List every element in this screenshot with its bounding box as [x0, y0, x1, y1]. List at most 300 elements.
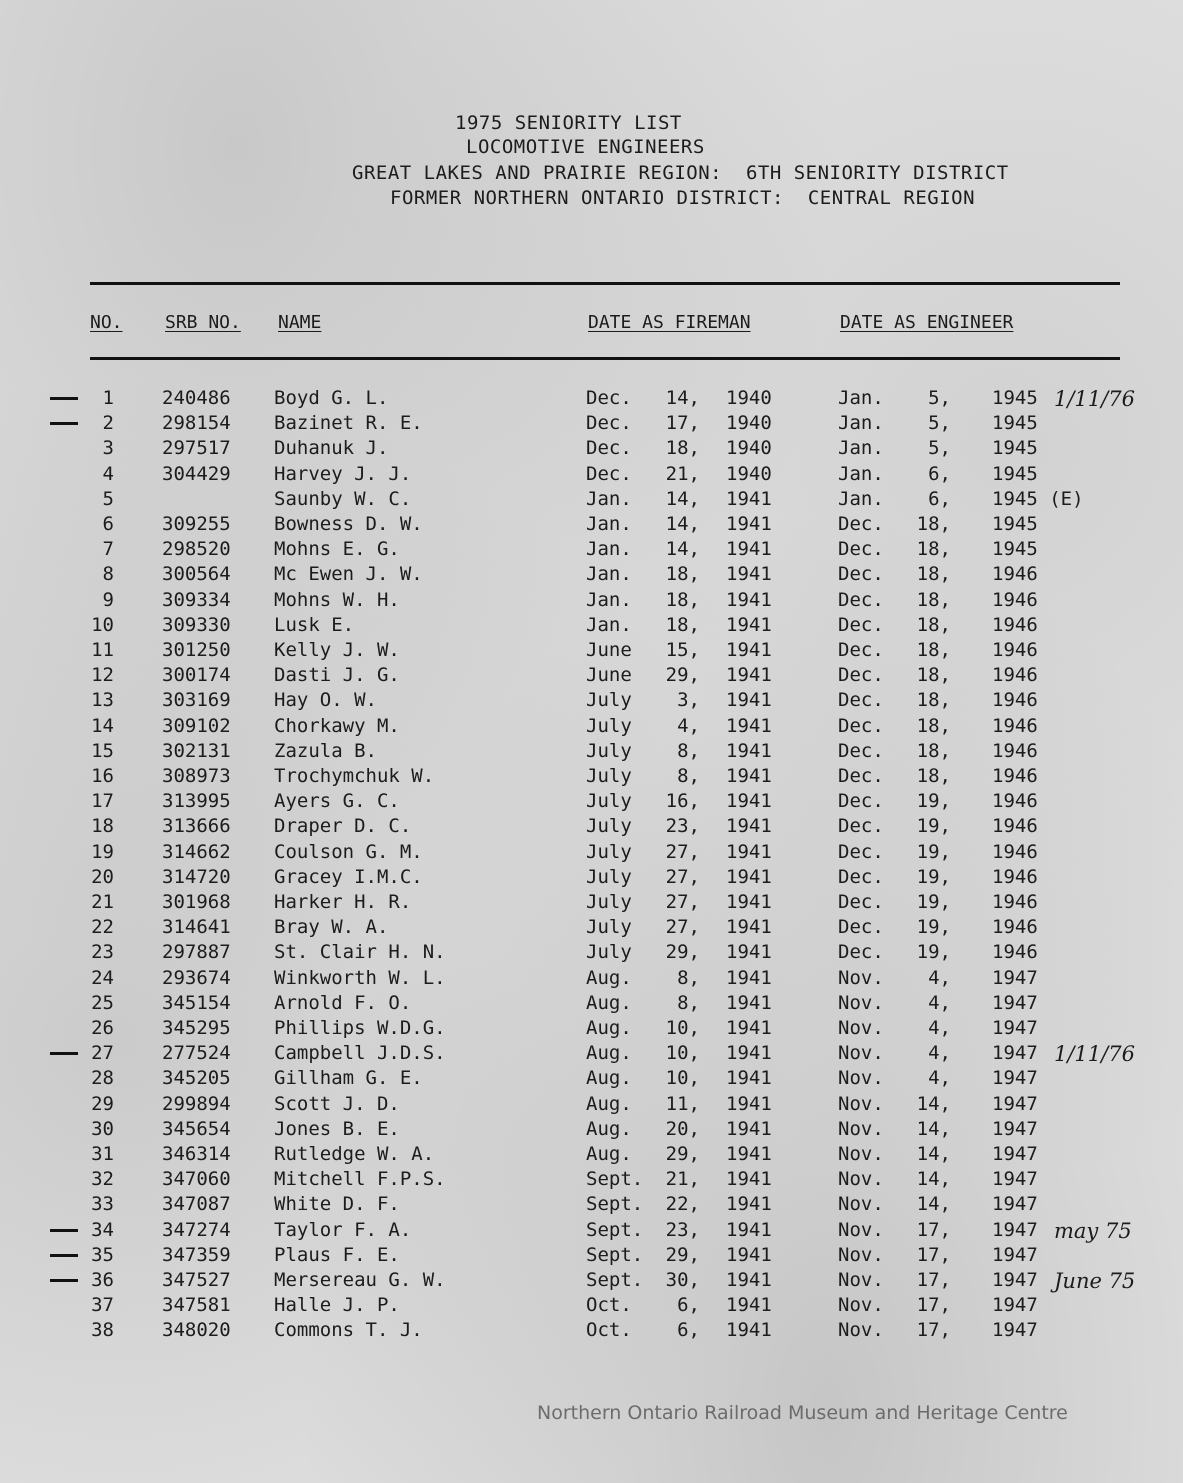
engineer-day: 17, [916, 1218, 951, 1241]
fireman-day: 27, [665, 840, 700, 863]
row-number: 36 [91, 1269, 114, 1291]
engineer-year: 1945 [992, 387, 1038, 409]
engineer-month: Nov. [838, 1168, 884, 1191]
srb-number: 345295 [162, 1017, 231, 1039]
srb-number: 313995 [162, 790, 231, 813]
fireman-day: 15, [665, 639, 700, 661]
row-number: 5 [102, 487, 114, 510]
handwritten-note: may 75 [1054, 1218, 1132, 1243]
srb-number: 313666 [162, 815, 231, 838]
top-rule [90, 282, 1120, 285]
table-row [0, 1244, 1183, 1269]
table-row [0, 538, 1183, 563]
engineer-month: Nov. [838, 1092, 884, 1115]
table-row [0, 513, 1183, 538]
engineer-year: 1947 [992, 1243, 1038, 1266]
engineer-year: 1946 [992, 840, 1038, 863]
engineer-year: 1946 [992, 916, 1038, 939]
srb-number: 314662 [162, 840, 231, 863]
row-number: 38 [91, 1319, 114, 1342]
fireman-day: 23, [665, 1218, 700, 1241]
fireman-year: 1941 [726, 1269, 772, 1291]
engineer-month: Nov. [838, 1269, 884, 1291]
engineer-month: Nov. [838, 1017, 884, 1039]
fireman-year: 1941 [726, 966, 772, 989]
table-row [0, 765, 1183, 790]
fireman-month: July [586, 765, 632, 787]
table-row [0, 664, 1183, 689]
engineer-year: 1946 [992, 588, 1038, 611]
row-number: 13 [91, 689, 114, 712]
fireman-month: Jan. [586, 513, 632, 535]
engineer-day: 17, [916, 1269, 951, 1291]
table-row [0, 1017, 1183, 1042]
table-row [0, 866, 1183, 891]
engineer-month: Nov. [838, 1042, 884, 1065]
engineer-year: 1946 [992, 739, 1038, 762]
fireman-day: 3, [677, 689, 700, 712]
table-row [0, 916, 1183, 941]
employee-name: Chorkawy M. [274, 714, 400, 737]
engineer-month: Dec. [838, 790, 884, 813]
engineer-month: Nov. [838, 966, 884, 989]
srb-number: 298154 [162, 412, 231, 435]
row-number: 34 [91, 1218, 114, 1241]
engineer-day: 4, [928, 1067, 951, 1090]
row-number: 25 [91, 991, 114, 1014]
engineer-year: 1947 [992, 1294, 1038, 1317]
engineer-day: 18, [916, 538, 951, 561]
row-number: 22 [91, 916, 114, 939]
engineer-year: 1947 [992, 1143, 1038, 1165]
srb-number: 277524 [162, 1042, 231, 1065]
fireman-year: 1940 [726, 437, 772, 460]
fireman-month: Aug. [586, 1143, 632, 1165]
engineer-month: Jan. [838, 412, 884, 435]
engineer-month: Nov. [838, 1294, 884, 1317]
fireman-year: 1941 [726, 1294, 772, 1317]
engineer-year: 1947 [992, 1042, 1038, 1065]
engineer-day: 18, [916, 689, 951, 712]
engineer-month: Nov. [838, 1067, 884, 1090]
fireman-month: Aug. [586, 1017, 632, 1039]
engineer-day: 19, [916, 815, 951, 838]
srb-number: 345654 [162, 1117, 231, 1140]
employee-name: Scott J. D. [274, 1092, 400, 1115]
srb-number: 240486 [162, 387, 231, 409]
fireman-day: 8, [677, 991, 700, 1014]
employee-name: Saunby W. C. [274, 487, 412, 510]
employee-name: Arnold F. O. [274, 991, 412, 1014]
engineer-month: Nov. [838, 1143, 884, 1165]
fireman-month: Jan. [586, 538, 632, 561]
fireman-year: 1940 [726, 462, 772, 485]
fireman-year: 1941 [726, 1042, 772, 1065]
fireman-month: Dec. [586, 387, 632, 409]
employee-name: Bazinet R. E. [274, 412, 423, 435]
table-row [0, 1269, 1183, 1294]
fireman-year: 1941 [726, 613, 772, 636]
srb-number: 308973 [162, 765, 231, 787]
row-number: 12 [91, 664, 114, 687]
row-number: 14 [91, 714, 114, 737]
fireman-year: 1941 [726, 1193, 772, 1216]
row-number: 37 [91, 1294, 114, 1317]
srb-number: 347060 [162, 1168, 231, 1191]
table-row [0, 563, 1183, 588]
fireman-month: July [586, 891, 632, 913]
fireman-day: 11, [665, 1092, 700, 1115]
employee-name: Mitchell F.P.S. [274, 1168, 446, 1191]
fireman-month: July [586, 865, 632, 888]
engineer-day: 4, [928, 1042, 951, 1065]
header-name: NAME [278, 312, 322, 333]
engineer-month: Dec. [838, 513, 884, 535]
engineer-year: 1947 [992, 1218, 1038, 1241]
employee-name: Coulson G. M. [274, 840, 423, 863]
employee-name: Hay O. W. [274, 689, 377, 712]
engineer-day: 19, [916, 865, 951, 888]
engineer-year: 1946 [992, 664, 1038, 687]
engineer-year: 1947 [992, 1168, 1038, 1191]
engineer-day: 18, [916, 613, 951, 636]
fireman-day: 29, [665, 1243, 700, 1266]
row-number: 7 [102, 538, 114, 561]
fireman-year: 1941 [726, 991, 772, 1014]
fireman-day: 14, [665, 513, 700, 535]
srb-number: 309102 [162, 714, 231, 737]
table-row [0, 841, 1183, 866]
employee-name: Commons T. J. [274, 1319, 423, 1342]
table-row [0, 992, 1183, 1017]
engineer-year: 1946 [992, 765, 1038, 787]
engineer-year: 1947 [992, 991, 1038, 1014]
row-number: 33 [91, 1193, 114, 1216]
srb-number: 348020 [162, 1319, 231, 1342]
table-row [0, 488, 1183, 513]
fireman-day: 14, [665, 538, 700, 561]
fireman-month: Dec. [586, 462, 632, 485]
srb-number: 302131 [162, 739, 231, 762]
fireman-month: Jan. [586, 588, 632, 611]
table-row [0, 740, 1183, 765]
fireman-day: 8, [677, 966, 700, 989]
fireman-year: 1941 [726, 1067, 772, 1090]
row-number: 28 [91, 1067, 114, 1090]
engineer-month: Dec. [838, 739, 884, 762]
table-row [0, 790, 1183, 815]
engineer-day: 19, [916, 891, 951, 913]
engineer-year: 1945 [992, 538, 1038, 561]
fireman-day: 4, [677, 714, 700, 737]
engineer-month: Nov. [838, 991, 884, 1014]
row-number: 21 [91, 891, 114, 913]
engineer-day: 4, [928, 1017, 951, 1039]
table-row [0, 967, 1183, 992]
engineer-day: 18, [916, 513, 951, 535]
row-number: 16 [91, 765, 114, 787]
engineer-month: Dec. [838, 865, 884, 888]
table-row [0, 1219, 1183, 1244]
engineer-day: 18, [916, 739, 951, 762]
srb-number: 314720 [162, 865, 231, 888]
table-row [0, 1042, 1183, 1067]
row-number: 32 [91, 1168, 114, 1191]
employee-name: Mersereau G. W. [274, 1269, 446, 1291]
fireman-month: Dec. [586, 412, 632, 435]
table-row [0, 1168, 1183, 1193]
row-number: 23 [91, 941, 114, 964]
engineer-year: 1947 [992, 1017, 1038, 1039]
fireman-year: 1941 [726, 865, 772, 888]
employee-name: Gillham G. E. [274, 1067, 423, 1090]
employee-name: Mohns W. H. [274, 588, 400, 611]
engineer-day: 5, [928, 387, 951, 409]
fireman-month: July [586, 790, 632, 813]
fireman-month: July [586, 840, 632, 863]
engineer-year: 1947 [992, 1117, 1038, 1140]
row-number: 18 [91, 815, 114, 838]
header-no: NO. [90, 312, 123, 333]
engineer-day: 18, [916, 639, 951, 661]
fireman-month: Aug. [586, 1117, 632, 1140]
employee-name: White D. F. [274, 1193, 400, 1216]
fireman-day: 18, [665, 588, 700, 611]
engineer-year: 1945 [992, 412, 1038, 435]
engineer-day: 18, [916, 563, 951, 586]
engineer-month: Nov. [838, 1193, 884, 1216]
fireman-day: 29, [665, 941, 700, 964]
engineer-year: 1947 [992, 1269, 1038, 1291]
row-number: 10 [91, 613, 114, 636]
engineer-year: 1945 [992, 513, 1038, 535]
row-number: 17 [91, 790, 114, 813]
employee-name: Plaus F. E. [274, 1243, 400, 1266]
fireman-month: Aug. [586, 991, 632, 1014]
table-row [0, 463, 1183, 488]
fireman-day: 17, [665, 412, 700, 435]
srb-number: 309334 [162, 588, 231, 611]
fireman-month: Sept. [586, 1168, 644, 1191]
table-row [0, 689, 1183, 714]
header-srb-no: SRB NO. [165, 312, 241, 333]
srb-number: 301250 [162, 639, 231, 661]
engineer-month: Dec. [838, 815, 884, 838]
fireman-day: 18, [665, 437, 700, 460]
fireman-day: 10, [665, 1017, 700, 1039]
srb-number: 297517 [162, 437, 231, 460]
engineer-day: 4, [928, 991, 951, 1014]
fireman-day: 18, [665, 563, 700, 586]
fireman-month: July [586, 739, 632, 762]
fireman-day: 14, [665, 387, 700, 409]
table-row [0, 1093, 1183, 1118]
fireman-day: 22, [665, 1193, 700, 1216]
srb-number: 309255 [162, 513, 231, 535]
table-row [0, 941, 1183, 966]
engineer-day: 5, [928, 412, 951, 435]
srb-number: 300174 [162, 664, 231, 687]
engineer-year: 1946 [992, 865, 1038, 888]
row-number: 30 [91, 1117, 114, 1140]
fireman-day: 27, [665, 916, 700, 939]
engineer-month: Dec. [838, 941, 884, 964]
table-row [0, 715, 1183, 740]
fireman-day: 8, [677, 739, 700, 762]
engineer-month: Dec. [838, 689, 884, 712]
engineer-month: Dec. [838, 714, 884, 737]
table-row [0, 614, 1183, 639]
employee-name: Ayers G. C. [274, 790, 400, 813]
row-number: 27 [91, 1042, 114, 1065]
fireman-month: Aug. [586, 1067, 632, 1090]
employee-name: Zazula B. [274, 739, 377, 762]
fireman-month: Dec. [586, 437, 632, 460]
header-rule [90, 357, 1120, 360]
fireman-year: 1941 [726, 714, 772, 737]
fireman-year: 1940 [726, 412, 772, 435]
srb-number: 293674 [162, 966, 231, 989]
srb-number: 347359 [162, 1243, 231, 1266]
row-number: 15 [91, 739, 114, 762]
employee-name: Harvey J. J. [274, 462, 412, 485]
fireman-month: Sept. [586, 1193, 644, 1216]
engineer-day: 4, [928, 966, 951, 989]
employee-name: Kelly J. W. [274, 639, 400, 661]
fireman-year: 1941 [726, 487, 772, 510]
engineer-month: Dec. [838, 916, 884, 939]
fireman-year: 1941 [726, 840, 772, 863]
engineer-day: 18, [916, 588, 951, 611]
table-row [0, 1193, 1183, 1218]
fireman-month: June [586, 639, 632, 661]
header-date-as-fireman: DATE AS FIREMAN [588, 312, 751, 333]
employee-name: Duhanuk J. [274, 437, 389, 460]
fireman-year: 1941 [726, 689, 772, 712]
engineer-year: 1945 [992, 437, 1038, 460]
row-number: 3 [102, 437, 114, 460]
employee-name: Harker H. R. [274, 891, 412, 913]
employee-name: Boyd G. L. [274, 387, 389, 409]
srb-number: 345205 [162, 1067, 231, 1090]
table-row [0, 1294, 1183, 1319]
engineer-day: 6, [928, 462, 951, 485]
fireman-day: 29, [665, 1143, 700, 1165]
srb-number: 298520 [162, 538, 231, 561]
table-row [0, 639, 1183, 664]
srb-number: 303169 [162, 689, 231, 712]
engineer-month: Nov. [838, 1243, 884, 1266]
engineer-day: 19, [916, 941, 951, 964]
engineer-day: 18, [916, 714, 951, 737]
engineer-month: Nov. [838, 1218, 884, 1241]
engineer-year: 1946 [992, 563, 1038, 586]
engineer-month: Dec. [838, 639, 884, 661]
fireman-year: 1941 [726, 538, 772, 561]
employee-name: St. Clair H. N. [274, 941, 446, 964]
srb-number: 347087 [162, 1193, 231, 1216]
fireman-month: Oct. [586, 1294, 632, 1317]
engineer-day: 17, [916, 1243, 951, 1266]
row-number: 8 [102, 563, 114, 586]
fireman-year: 1941 [726, 815, 772, 838]
fireman-year: 1941 [726, 739, 772, 762]
engineer-month: Dec. [838, 613, 884, 636]
fireman-day: 27, [665, 865, 700, 888]
employee-name: Trochymchuk W. [274, 765, 435, 787]
table-row [0, 412, 1183, 437]
srb-number: 301968 [162, 891, 231, 913]
engineer-day: 19, [916, 790, 951, 813]
employee-name: Dasti J. G. [274, 664, 400, 687]
row-number: 29 [91, 1092, 114, 1115]
fireman-month: June [586, 664, 632, 687]
fireman-year: 1941 [726, 1143, 772, 1165]
employee-name: Gracey I.M.C. [274, 865, 423, 888]
employee-name: Taylor F. A. [274, 1218, 412, 1241]
srb-number: 347581 [162, 1294, 231, 1317]
engineer-year: 1946 [992, 613, 1038, 636]
fireman-day: 21, [665, 1168, 700, 1191]
engineer-day: 6, [928, 487, 951, 510]
engineer-day: 5, [928, 437, 951, 460]
fireman-day: 10, [665, 1042, 700, 1065]
table-row [0, 1143, 1183, 1168]
engineer-month: Dec. [838, 588, 884, 611]
fireman-year: 1941 [726, 1017, 772, 1039]
engineer-day: 17, [916, 1319, 951, 1342]
employee-name: Mohns E. G. [274, 538, 400, 561]
row-number: 20 [91, 865, 114, 888]
fireman-year: 1941 [726, 639, 772, 661]
museum-watermark: Northern Ontario Railroad Museum and Heritage Centre [537, 1402, 1068, 1424]
fireman-day: 30, [665, 1269, 700, 1291]
employee-name: Rutledge W. A. [274, 1143, 435, 1165]
fireman-month: Aug. [586, 1092, 632, 1115]
engineer-month: Jan. [838, 462, 884, 485]
fireman-month: Oct. [586, 1319, 632, 1342]
srb-number: 297887 [162, 941, 231, 964]
employee-name: Winkworth W. L. [274, 966, 446, 989]
fireman-year: 1941 [726, 1243, 772, 1266]
title-line-1: 1975 SENIORITY LIST [455, 112, 682, 134]
row-number: 1 [102, 387, 114, 409]
engineer-year: 1946 [992, 815, 1038, 838]
fireman-day: 27, [665, 891, 700, 913]
employee-name: Phillips W.D.G. [274, 1017, 446, 1039]
fireman-month: July [586, 689, 632, 712]
employee-name: Bray W. A. [274, 916, 389, 939]
engineer-month: Dec. [838, 538, 884, 561]
row-number: 2 [102, 412, 114, 435]
fireman-month: July [586, 714, 632, 737]
fireman-year: 1941 [726, 1319, 772, 1342]
engineer-month: Dec. [838, 664, 884, 687]
fireman-day: 6, [677, 1319, 700, 1342]
engineer-month: Dec. [838, 765, 884, 787]
engineer-month: Dec. [838, 891, 884, 913]
engineer-day: 19, [916, 840, 951, 863]
srb-number: 345154 [162, 991, 231, 1014]
fireman-year: 1941 [726, 513, 772, 535]
row-number: 4 [102, 462, 114, 485]
srb-number: 314641 [162, 916, 231, 939]
employee-name: Campbell J.D.S. [274, 1042, 446, 1065]
engineer-day: 14, [916, 1092, 951, 1115]
engineer-day: 14, [916, 1168, 951, 1191]
title-line-3: GREAT LAKES AND PRAIRIE REGION: 6TH SENIORITY DISTRICT [352, 162, 1009, 184]
fireman-month: Sept. [586, 1269, 644, 1291]
